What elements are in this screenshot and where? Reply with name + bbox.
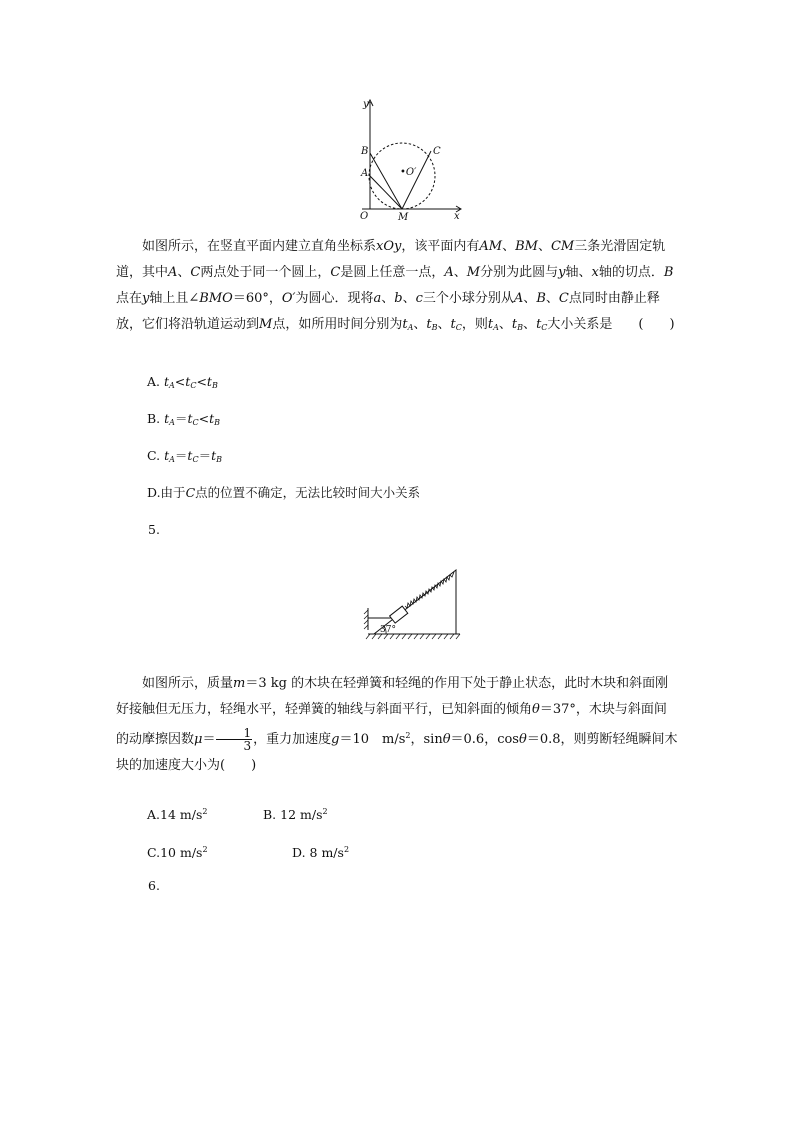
incline-spring-figure xyxy=(360,562,464,642)
q4-option-a[interactable]: A. $t_A<t_C<t_B$ xyxy=(147,374,218,390)
point-b-label: B xyxy=(361,146,369,157)
point-a-label: A xyxy=(361,168,369,179)
q4-option-d[interactable]: D.由于C点的位置不确定，无法比较时间大小关系 xyxy=(147,485,421,500)
q4-option-b[interactable]: B. $t_A=t_C<t_B$ xyxy=(147,411,221,427)
q5-option-d[interactable]: D. 8 $m/s^2$ xyxy=(292,845,350,860)
center-label: •O′ xyxy=(400,167,417,178)
q5-option-a[interactable]: A.14 $m/s^2$ xyxy=(147,807,208,822)
circle-tracks-figure xyxy=(356,96,468,220)
wall-hatch xyxy=(364,610,368,629)
y-axis-label: y xyxy=(363,99,369,110)
q4-stem: 如图所示，在竖直平面内建立直角坐标系xOy，该平面内有AM、BM、CM三条光滑固定轨道，其中A、C两点处于同一个圆上，C是圆上任意一点，A、M分别为此圆与y轴、x轴的切点．B点在y轴上且∠BMO＝60°，O′为圆心．现将a、b、c三个小球分别从A、B、C点同时由静止释放，它们将沿轨道运动到M点，如所用时间分别为$t_A$、$t_B$、$t_C$，则$t_A$、$t_B$、$t_C$大小关系是 ( ) xyxy=(116,239,675,332)
block xyxy=(390,606,408,623)
point-m-label: M xyxy=(398,212,409,220)
point-c-label: C xyxy=(433,146,441,157)
q4-option-c[interactable]: C. $t_A=t_C=t_B$ xyxy=(147,448,222,464)
q5-number: 5. xyxy=(148,522,160,537)
x-axis-label: x xyxy=(454,211,460,220)
q6-number: 6. xyxy=(148,878,160,893)
track-cm xyxy=(402,151,431,209)
q5-option-c[interactable]: C.10 $m/s^2$ xyxy=(147,845,208,860)
mu-fraction: $\frac{1}{3}$ xyxy=(216,727,252,752)
origin-label: O xyxy=(360,211,369,220)
q5-option-b[interactable]: B. 12 $m/s^2$ xyxy=(263,807,328,822)
spring xyxy=(405,572,454,608)
q5-stem: 如图所示，质量m＝3 kg 的木块在轻弹簧和轻绳的作用下处于静止状态，此时木块和斜面刚好接触但无压力，轻绳水平，轻弹簧的轴线与斜面平行，已知斜面的倾角θ＝37°，木块与斜面间的动摩擦因数μ＝ $\frac{1}{3}$ ，重力加速度g＝10 $m/s^2$，sinθ＝0.6，cosθ＝0.8，则剪断轻绳瞬间木块的加速度大小为( ) xyxy=(116,676,678,773)
angle-label: 37° xyxy=(380,625,396,635)
